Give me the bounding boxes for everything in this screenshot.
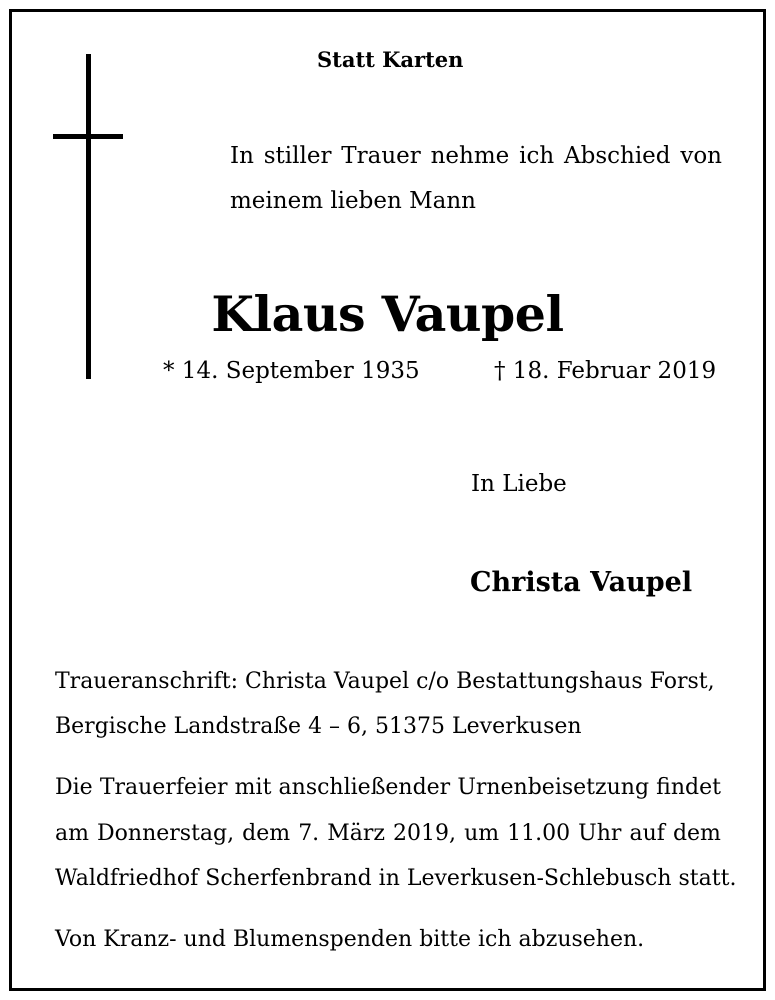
ceremony-word: März	[327, 821, 385, 846]
intro-word: Trauer	[341, 143, 421, 169]
intro-word: von	[680, 143, 722, 169]
ceremony-line-3: Waldfriedhof Scherfenbrand in Leverkusen-Schlebusch statt.	[55, 866, 737, 891]
ceremony-word: mit	[234, 775, 272, 800]
signer-name: Christa Vaupel	[470, 567, 693, 598]
ceremony-word: Trauerfeier	[99, 775, 228, 800]
birth-date: * 14. September 1935	[163, 358, 420, 384]
intro-word: Abschied	[563, 143, 671, 169]
address-line-1: Traueranschrift: Christa Vaupel c/o Bestattungshaus Forst,	[55, 669, 715, 694]
address-line-2: Bergische Landstraße 4 – 6, 51375 Leverkusen	[55, 714, 582, 739]
flowers-note: Von Kranz- und Blumenspenden bitte ich abzusehen.	[55, 927, 645, 952]
deceased-name: Klaus Vaupel	[211, 285, 564, 343]
ceremony-word: anschließender	[278, 775, 451, 800]
ceremony-word: dem	[242, 821, 291, 846]
ceremony-word: um	[464, 821, 500, 846]
cross-icon-horizontal	[53, 134, 123, 139]
ceremony-word: Urnenbeisetzung	[457, 775, 650, 800]
ceremony-word: Uhr	[578, 821, 622, 846]
ceremony-word: 11.00	[507, 821, 571, 846]
in-liebe-text: In Liebe	[471, 471, 567, 497]
intro-word: nehme	[430, 143, 510, 169]
intro-word: stiller	[263, 143, 332, 169]
ceremony-word: Die	[55, 775, 93, 800]
intro-word: ich	[519, 143, 555, 169]
ceremony-word: dem	[672, 821, 721, 846]
intro-line-2: meinem lieben Mann	[230, 188, 476, 214]
intro-line-1	[230, 143, 722, 169]
ceremony-line-1	[55, 775, 721, 800]
ceremony-word: auf	[629, 821, 665, 846]
ceremony-word: 7.	[298, 821, 320, 846]
ceremony-word: findet	[656, 775, 721, 800]
ceremony-word: Donnerstag,	[97, 821, 235, 846]
death-date: † 18. Februar 2019	[494, 358, 717, 384]
ceremony-word: 2019,	[393, 821, 457, 846]
intro-word: In	[230, 143, 254, 169]
ceremony-word: am	[55, 821, 89, 846]
statt-karten-heading: Statt Karten	[317, 47, 464, 72]
ceremony-line-2	[55, 821, 721, 846]
